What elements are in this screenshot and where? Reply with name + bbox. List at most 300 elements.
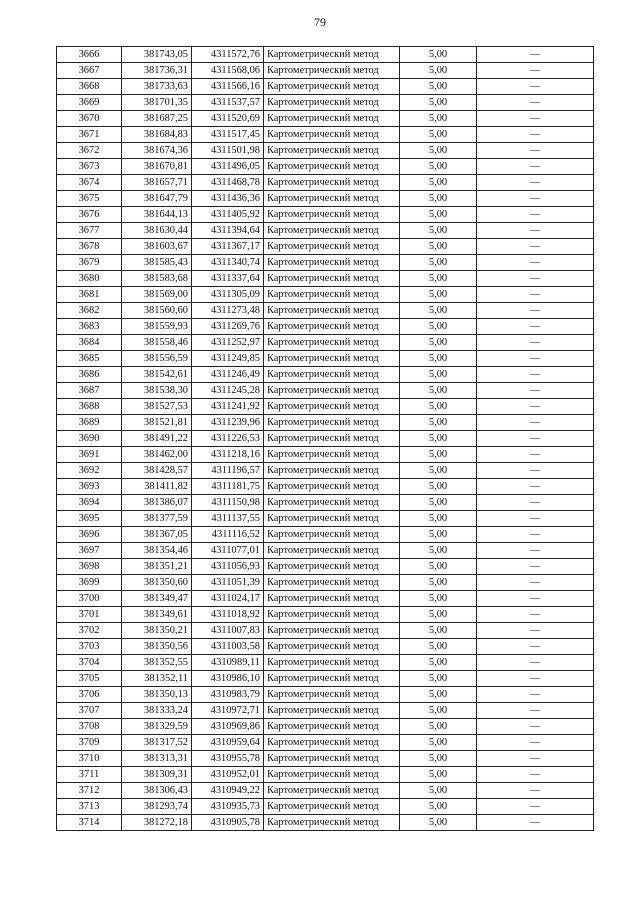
accuracy-cell: 5,00 (400, 447, 477, 463)
accuracy-cell: 5,00 (400, 543, 477, 559)
table-row (57, 191, 594, 207)
point-number-cell: 3668 (57, 79, 122, 95)
point-number-cell: 3694 (57, 495, 122, 511)
accuracy-cell: 5,00 (400, 367, 477, 383)
y-coordinate-cell: 4311007,83 (192, 623, 264, 639)
y-coordinate-cell: 4311077,01 (192, 543, 264, 559)
description-cell: — (477, 319, 594, 335)
x-coordinate-cell: 381701,35 (122, 95, 192, 111)
x-coordinate-cell: 381349,61 (122, 607, 192, 623)
y-coordinate-cell: 4311024,17 (192, 591, 264, 607)
point-number-cell: 3714 (57, 815, 122, 831)
accuracy-cell: 5,00 (400, 783, 477, 799)
method-cell: Картометрический метод (264, 799, 400, 815)
y-coordinate-cell: 4310989,11 (192, 655, 264, 671)
accuracy-cell: 5,00 (400, 495, 477, 511)
method-cell: Картометрический метод (264, 655, 400, 671)
y-coordinate-cell: 4310986,10 (192, 671, 264, 687)
point-number-cell: 3705 (57, 671, 122, 687)
method-cell: Картометрический метод (264, 703, 400, 719)
x-coordinate-cell: 381313,31 (122, 751, 192, 767)
accuracy-cell: 5,00 (400, 687, 477, 703)
accuracy-cell: 5,00 (400, 479, 477, 495)
y-coordinate-cell: 4311018,92 (192, 607, 264, 623)
point-number-cell: 3666 (57, 47, 122, 63)
description-cell: — (477, 671, 594, 687)
x-coordinate-cell: 381352,55 (122, 655, 192, 671)
description-cell: — (477, 799, 594, 815)
y-coordinate-cell: 4311340,74 (192, 255, 264, 271)
x-coordinate-cell: 381377,59 (122, 511, 192, 527)
x-coordinate-cell: 381354,46 (122, 543, 192, 559)
point-number-cell: 3692 (57, 463, 122, 479)
x-coordinate-cell: 381560,60 (122, 303, 192, 319)
y-coordinate-cell: 4311496,05 (192, 159, 264, 175)
y-coordinate-cell: 4311572,76 (192, 47, 264, 63)
table-row (57, 703, 594, 719)
table-row (57, 335, 594, 351)
y-coordinate-cell: 4310955,78 (192, 751, 264, 767)
table-row (57, 479, 594, 495)
table-row (57, 783, 594, 799)
x-coordinate-cell: 381306,43 (122, 783, 192, 799)
table-row (57, 431, 594, 447)
table-row (57, 95, 594, 111)
table-row (57, 607, 594, 623)
x-coordinate-cell: 381272,18 (122, 815, 192, 831)
y-coordinate-cell: 4311305,09 (192, 287, 264, 303)
description-cell: — (477, 783, 594, 799)
point-number-cell: 3686 (57, 367, 122, 383)
table-row (57, 767, 594, 783)
table-row (57, 255, 594, 271)
description-cell: — (477, 223, 594, 239)
point-number-cell: 3687 (57, 383, 122, 399)
table-row (57, 559, 594, 575)
description-cell: — (477, 335, 594, 351)
method-cell: Картометрический метод (264, 431, 400, 447)
point-number-cell: 3709 (57, 735, 122, 751)
point-number-cell: 3680 (57, 271, 122, 287)
accuracy-cell: 5,00 (400, 159, 477, 175)
accuracy-cell: 5,00 (400, 319, 477, 335)
accuracy-cell: 5,00 (400, 111, 477, 127)
description-cell: — (477, 255, 594, 271)
accuracy-cell: 5,00 (400, 383, 477, 399)
y-coordinate-cell: 4311537,57 (192, 95, 264, 111)
description-cell: — (477, 703, 594, 719)
method-cell: Картометрический метод (264, 95, 400, 111)
point-number-cell: 3691 (57, 447, 122, 463)
x-coordinate-cell: 381428,57 (122, 463, 192, 479)
description-cell: — (477, 351, 594, 367)
method-cell: Картометрический метод (264, 47, 400, 63)
table-row (57, 127, 594, 143)
y-coordinate-cell: 4311246,49 (192, 367, 264, 383)
accuracy-cell: 5,00 (400, 287, 477, 303)
table-row (57, 143, 594, 159)
point-number-cell: 3667 (57, 63, 122, 79)
accuracy-cell: 5,00 (400, 751, 477, 767)
method-cell: Картометрический метод (264, 623, 400, 639)
x-coordinate-cell: 381309,31 (122, 767, 192, 783)
method-cell: Картометрический метод (264, 319, 400, 335)
y-coordinate-cell: 4311367,17 (192, 239, 264, 255)
accuracy-cell: 5,00 (400, 559, 477, 575)
table-row (57, 527, 594, 543)
description-cell: — (477, 527, 594, 543)
point-number-cell: 3672 (57, 143, 122, 159)
method-cell: Картометрический метод (264, 399, 400, 415)
y-coordinate-cell: 4311405,92 (192, 207, 264, 223)
x-coordinate-cell: 381411,82 (122, 479, 192, 495)
method-cell: Картометрический метод (264, 239, 400, 255)
method-cell: Картометрический метод (264, 79, 400, 95)
method-cell: Картометрический метод (264, 687, 400, 703)
description-cell: — (477, 79, 594, 95)
point-number-cell: 3688 (57, 399, 122, 415)
table-row (57, 319, 594, 335)
method-cell: Картометрический метод (264, 287, 400, 303)
accuracy-cell: 5,00 (400, 527, 477, 543)
accuracy-cell: 5,00 (400, 767, 477, 783)
table-row (57, 287, 594, 303)
x-coordinate-cell: 381329,59 (122, 719, 192, 735)
description-cell: — (477, 159, 594, 175)
x-coordinate-cell: 381350,60 (122, 575, 192, 591)
table-row (57, 799, 594, 815)
x-coordinate-cell: 381350,56 (122, 639, 192, 655)
method-cell: Картометрический метод (264, 255, 400, 271)
point-number-cell: 3676 (57, 207, 122, 223)
method-cell: Картометрический метод (264, 143, 400, 159)
point-number-cell: 3708 (57, 719, 122, 735)
description-cell: — (477, 591, 594, 607)
table-row (57, 399, 594, 415)
accuracy-cell: 5,00 (400, 591, 477, 607)
accuracy-cell: 5,00 (400, 127, 477, 143)
point-number-cell: 3707 (57, 703, 122, 719)
description-cell: — (477, 479, 594, 495)
description-cell: — (477, 271, 594, 287)
table-row (57, 575, 594, 591)
method-cell: Картометрический метод (264, 127, 400, 143)
x-coordinate-cell: 381569,00 (122, 287, 192, 303)
method-cell: Картометрический метод (264, 639, 400, 655)
description-cell: — (477, 495, 594, 511)
x-coordinate-cell: 381293,74 (122, 799, 192, 815)
x-coordinate-cell: 381630,44 (122, 223, 192, 239)
x-coordinate-cell: 381647,79 (122, 191, 192, 207)
method-cell: Картометрический метод (264, 383, 400, 399)
accuracy-cell: 5,00 (400, 399, 477, 415)
y-coordinate-cell: 4311150,98 (192, 495, 264, 511)
accuracy-cell: 5,00 (400, 95, 477, 111)
table-row (57, 671, 594, 687)
point-number-cell: 3689 (57, 415, 122, 431)
method-cell: Картометрический метод (264, 447, 400, 463)
method-cell: Картометрический метод (264, 367, 400, 383)
point-number-cell: 3693 (57, 479, 122, 495)
table-row (57, 351, 594, 367)
y-coordinate-cell: 4311226,53 (192, 431, 264, 447)
y-coordinate-cell: 4311181,75 (192, 479, 264, 495)
method-cell: Картометрический метод (264, 559, 400, 575)
x-coordinate-cell: 381585,43 (122, 255, 192, 271)
table-row (57, 207, 594, 223)
method-cell: Картометрический метод (264, 463, 400, 479)
y-coordinate-cell: 4311051,39 (192, 575, 264, 591)
x-coordinate-cell: 381684,83 (122, 127, 192, 143)
x-coordinate-cell: 381657,71 (122, 175, 192, 191)
method-cell: Картометрический метод (264, 479, 400, 495)
accuracy-cell: 5,00 (400, 671, 477, 687)
method-cell: Картометрический метод (264, 671, 400, 687)
x-coordinate-cell: 381603,67 (122, 239, 192, 255)
method-cell: Картометрический метод (264, 591, 400, 607)
description-cell: — (477, 639, 594, 655)
method-cell: Картометрический метод (264, 111, 400, 127)
y-coordinate-cell: 4311394,64 (192, 223, 264, 239)
table-row (57, 751, 594, 767)
y-coordinate-cell: 4310952,01 (192, 767, 264, 783)
point-number-cell: 3704 (57, 655, 122, 671)
method-cell: Картометрический метод (264, 783, 400, 799)
y-coordinate-cell: 4311501,98 (192, 143, 264, 159)
description-cell: — (477, 735, 594, 751)
point-number-cell: 3697 (57, 543, 122, 559)
description-cell: — (477, 383, 594, 399)
y-coordinate-cell: 4311252,97 (192, 335, 264, 351)
method-cell: Картометрический метод (264, 303, 400, 319)
table-row (57, 623, 594, 639)
y-coordinate-cell: 4311568,06 (192, 63, 264, 79)
method-cell: Картометрический метод (264, 175, 400, 191)
y-coordinate-cell: 4311239,96 (192, 415, 264, 431)
point-number-cell: 3685 (57, 351, 122, 367)
description-cell: — (477, 511, 594, 527)
description-cell: — (477, 303, 594, 319)
x-coordinate-cell: 381386,07 (122, 495, 192, 511)
point-number-cell: 3669 (57, 95, 122, 111)
table-row (57, 383, 594, 399)
point-number-cell: 3681 (57, 287, 122, 303)
description-cell: — (477, 399, 594, 415)
method-cell: Картометрический метод (264, 735, 400, 751)
point-number-cell: 3673 (57, 159, 122, 175)
table-row (57, 815, 594, 831)
table-row (57, 495, 594, 511)
accuracy-cell: 5,00 (400, 639, 477, 655)
x-coordinate-cell: 381743,05 (122, 47, 192, 63)
accuracy-cell: 5,00 (400, 463, 477, 479)
y-coordinate-cell: 4310935,73 (192, 799, 264, 815)
table-row (57, 735, 594, 751)
x-coordinate-cell: 381350,13 (122, 687, 192, 703)
point-number-cell: 3671 (57, 127, 122, 143)
y-coordinate-cell: 4311241,92 (192, 399, 264, 415)
description-cell: — (477, 543, 594, 559)
point-number-cell: 3711 (57, 767, 122, 783)
y-coordinate-cell: 4310972,71 (192, 703, 264, 719)
table-row (57, 511, 594, 527)
method-cell: Картометрический метод (264, 351, 400, 367)
point-number-cell: 3710 (57, 751, 122, 767)
table-row (57, 591, 594, 607)
method-cell: Картометрический метод (264, 207, 400, 223)
point-number-cell: 3712 (57, 783, 122, 799)
table-row (57, 79, 594, 95)
table-row (57, 543, 594, 559)
table-row (57, 159, 594, 175)
accuracy-cell: 5,00 (400, 143, 477, 159)
y-coordinate-cell: 4311218,16 (192, 447, 264, 463)
accuracy-cell: 5,00 (400, 303, 477, 319)
x-coordinate-cell: 381583,68 (122, 271, 192, 287)
description-cell: — (477, 687, 594, 703)
description-cell: — (477, 143, 594, 159)
accuracy-cell: 5,00 (400, 703, 477, 719)
accuracy-cell: 5,00 (400, 575, 477, 591)
y-coordinate-cell: 4311520,69 (192, 111, 264, 127)
point-number-cell: 3696 (57, 527, 122, 543)
description-cell: — (477, 287, 594, 303)
point-number-cell: 3684 (57, 335, 122, 351)
y-coordinate-cell: 4311196,57 (192, 463, 264, 479)
description-cell: — (477, 559, 594, 575)
y-coordinate-cell: 4310949,22 (192, 783, 264, 799)
x-coordinate-cell: 381538,30 (122, 383, 192, 399)
description-cell: — (477, 719, 594, 735)
description-cell: — (477, 751, 594, 767)
y-coordinate-cell: 4311245,28 (192, 383, 264, 399)
page-number: 79 (314, 15, 326, 29)
table-row (57, 303, 594, 319)
y-coordinate-cell: 4311337,64 (192, 271, 264, 287)
accuracy-cell: 5,00 (400, 431, 477, 447)
table-row (57, 111, 594, 127)
accuracy-cell: 5,00 (400, 815, 477, 831)
point-number-cell: 3683 (57, 319, 122, 335)
point-number-cell: 3682 (57, 303, 122, 319)
accuracy-cell: 5,00 (400, 175, 477, 191)
description-cell: — (477, 191, 594, 207)
method-cell: Картометрический метод (264, 159, 400, 175)
x-coordinate-cell: 381351,21 (122, 559, 192, 575)
table-row (57, 223, 594, 239)
x-coordinate-cell: 381670,81 (122, 159, 192, 175)
x-coordinate-cell: 381350,21 (122, 623, 192, 639)
y-coordinate-cell: 4310905,78 (192, 815, 264, 831)
description-cell: — (477, 95, 594, 111)
table-row (57, 271, 594, 287)
method-cell: Картометрический метод (264, 719, 400, 735)
description-cell: — (477, 111, 594, 127)
description-cell: — (477, 623, 594, 639)
table-body (57, 47, 594, 831)
point-number-cell: 3701 (57, 607, 122, 623)
description-cell: — (477, 815, 594, 831)
table-row (57, 655, 594, 671)
table-row (57, 63, 594, 79)
method-cell: Картометрический метод (264, 63, 400, 79)
point-number-cell: 3700 (57, 591, 122, 607)
point-number-cell: 3675 (57, 191, 122, 207)
accuracy-cell: 5,00 (400, 207, 477, 223)
description-cell: — (477, 239, 594, 255)
x-coordinate-cell: 381674,36 (122, 143, 192, 159)
point-number-cell: 3670 (57, 111, 122, 127)
method-cell: Картометрический метод (264, 335, 400, 351)
y-coordinate-cell: 4311566,16 (192, 79, 264, 95)
accuracy-cell: 5,00 (400, 607, 477, 623)
point-number-cell: 3702 (57, 623, 122, 639)
accuracy-cell: 5,00 (400, 799, 477, 815)
y-coordinate-cell: 4311517,45 (192, 127, 264, 143)
method-cell: Картометрический метод (264, 575, 400, 591)
accuracy-cell: 5,00 (400, 63, 477, 79)
accuracy-cell: 5,00 (400, 47, 477, 63)
y-coordinate-cell: 4311137,55 (192, 511, 264, 527)
method-cell: Картометрический метод (264, 223, 400, 239)
accuracy-cell: 5,00 (400, 655, 477, 671)
y-coordinate-cell: 4311436,36 (192, 191, 264, 207)
accuracy-cell: 5,00 (400, 255, 477, 271)
method-cell: Картометрический метод (264, 815, 400, 831)
x-coordinate-cell: 381687,25 (122, 111, 192, 127)
accuracy-cell: 5,00 (400, 415, 477, 431)
x-coordinate-cell: 381491,22 (122, 431, 192, 447)
table-row (57, 639, 594, 655)
x-coordinate-cell: 381558,46 (122, 335, 192, 351)
table-row (57, 175, 594, 191)
accuracy-cell: 5,00 (400, 271, 477, 287)
description-cell: — (477, 207, 594, 223)
y-coordinate-cell: 4310959,64 (192, 735, 264, 751)
description-cell: — (477, 415, 594, 431)
point-number-cell: 3706 (57, 687, 122, 703)
point-number-cell: 3690 (57, 431, 122, 447)
accuracy-cell: 5,00 (400, 335, 477, 351)
method-cell: Картометрический метод (264, 495, 400, 511)
point-number-cell: 3703 (57, 639, 122, 655)
table-row (57, 239, 594, 255)
description-cell: — (477, 607, 594, 623)
description-cell: — (477, 63, 594, 79)
accuracy-cell: 5,00 (400, 719, 477, 735)
x-coordinate-cell: 381462,00 (122, 447, 192, 463)
x-coordinate-cell: 381333,24 (122, 703, 192, 719)
x-coordinate-cell: 381733,63 (122, 79, 192, 95)
accuracy-cell: 5,00 (400, 511, 477, 527)
y-coordinate-cell: 4310969,86 (192, 719, 264, 735)
method-cell: Картометрический метод (264, 767, 400, 783)
table-row (57, 463, 594, 479)
point-number-cell: 3674 (57, 175, 122, 191)
accuracy-cell: 5,00 (400, 223, 477, 239)
x-coordinate-cell: 381349,47 (122, 591, 192, 607)
accuracy-cell: 5,00 (400, 79, 477, 95)
point-number-cell: 3695 (57, 511, 122, 527)
accuracy-cell: 5,00 (400, 239, 477, 255)
method-cell: Картометрический метод (264, 415, 400, 431)
description-cell: — (477, 47, 594, 63)
accuracy-cell: 5,00 (400, 351, 477, 367)
table-row (57, 367, 594, 383)
accuracy-cell: 5,00 (400, 735, 477, 751)
description-cell: — (477, 431, 594, 447)
x-coordinate-cell: 381367,05 (122, 527, 192, 543)
